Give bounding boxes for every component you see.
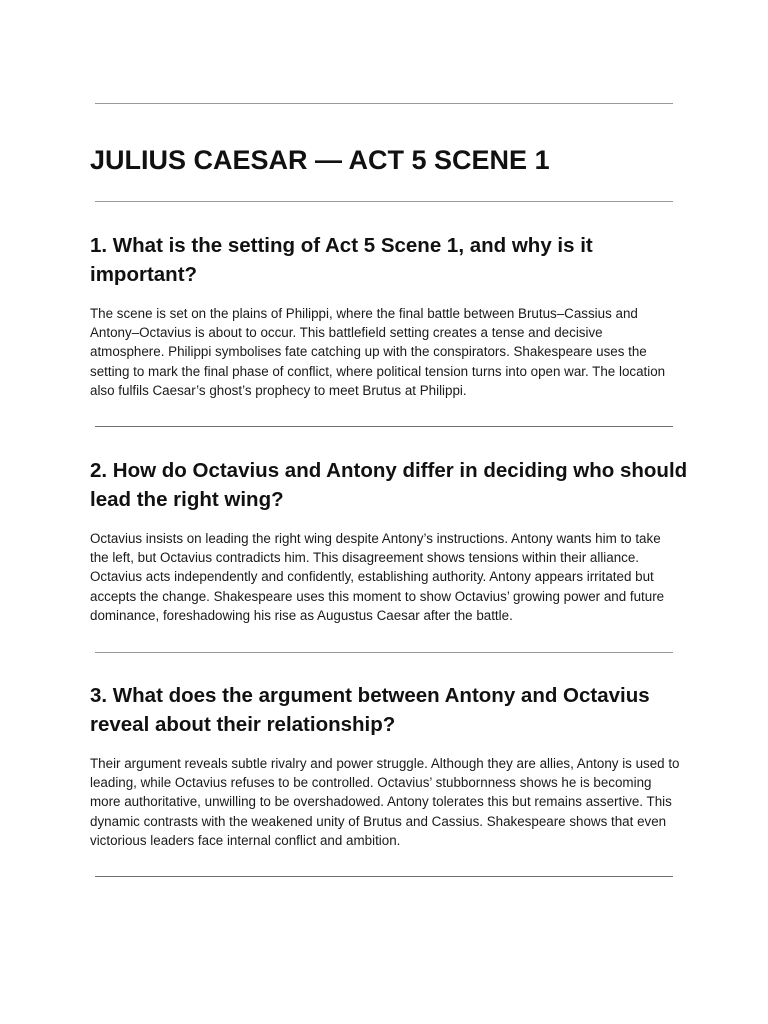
- title-divider: [95, 201, 673, 202]
- page-title: JULIUS CAESAR — ACT 5 SCENE 1: [90, 145, 550, 175]
- top-divider: [95, 103, 673, 104]
- question-3-heading: 3. What does the argument between Antony and Octavius reveal about their relationship?: [90, 684, 650, 736]
- question-3-answer: Their argument reveals subtle rivalry and power struggle. Although they are allies, Antony is used to leading, while Octavius refuses to be controlled. Octavius’ stubbornness shows he is becoming more authoritative, unwilling to be overshadowed. Antony tolerates this but remains assertive. This dynamic contrasts with the weakened unity of Brutus and Cassius. Shakespeare shows that even victorious leaders face internal conflict and ambition.: [90, 756, 680, 848]
- question-1-answer: The scene is set on the plains of Philippi, where the final battle between Brutus–Cassius and Antony–Octavius is about to occur. This battlefield setting creates a tense and decisive atmosphere. Philippi symbolises fate catching up with the conspirators. Shakespeare uses the setting to mark the final phase of conflict, where political tension turns into open war. The location also fulfils Caesar’s ghost’s prophecy to meet Brutus at Philippi.: [90, 306, 666, 398]
- question-2-heading: 2. How do Octavius and Antony differ in deciding who should lead the right wing?: [90, 459, 688, 511]
- question-2-answer: Octavius insists on leading the right wing despite Antony’s instructions. Antony wants him to take the left, but Octavius contradicts him. This disagreement shows tensions within their alliance. Octavius acts independently and confidently, establishing authority. Antony appears irritated but accepts the change. Shakespeare uses this moment to show Octavius’ growing power and future dominance, foreshadowing his rise as Augustus Caesar after the battle.: [90, 531, 665, 623]
- section-divider-1: [95, 426, 673, 427]
- question-1-heading: 1. What is the setting of Act 5 Scene 1, and why is it important?: [90, 234, 593, 286]
- section-divider-2: [95, 652, 673, 653]
- bottom-divider: [95, 876, 673, 877]
